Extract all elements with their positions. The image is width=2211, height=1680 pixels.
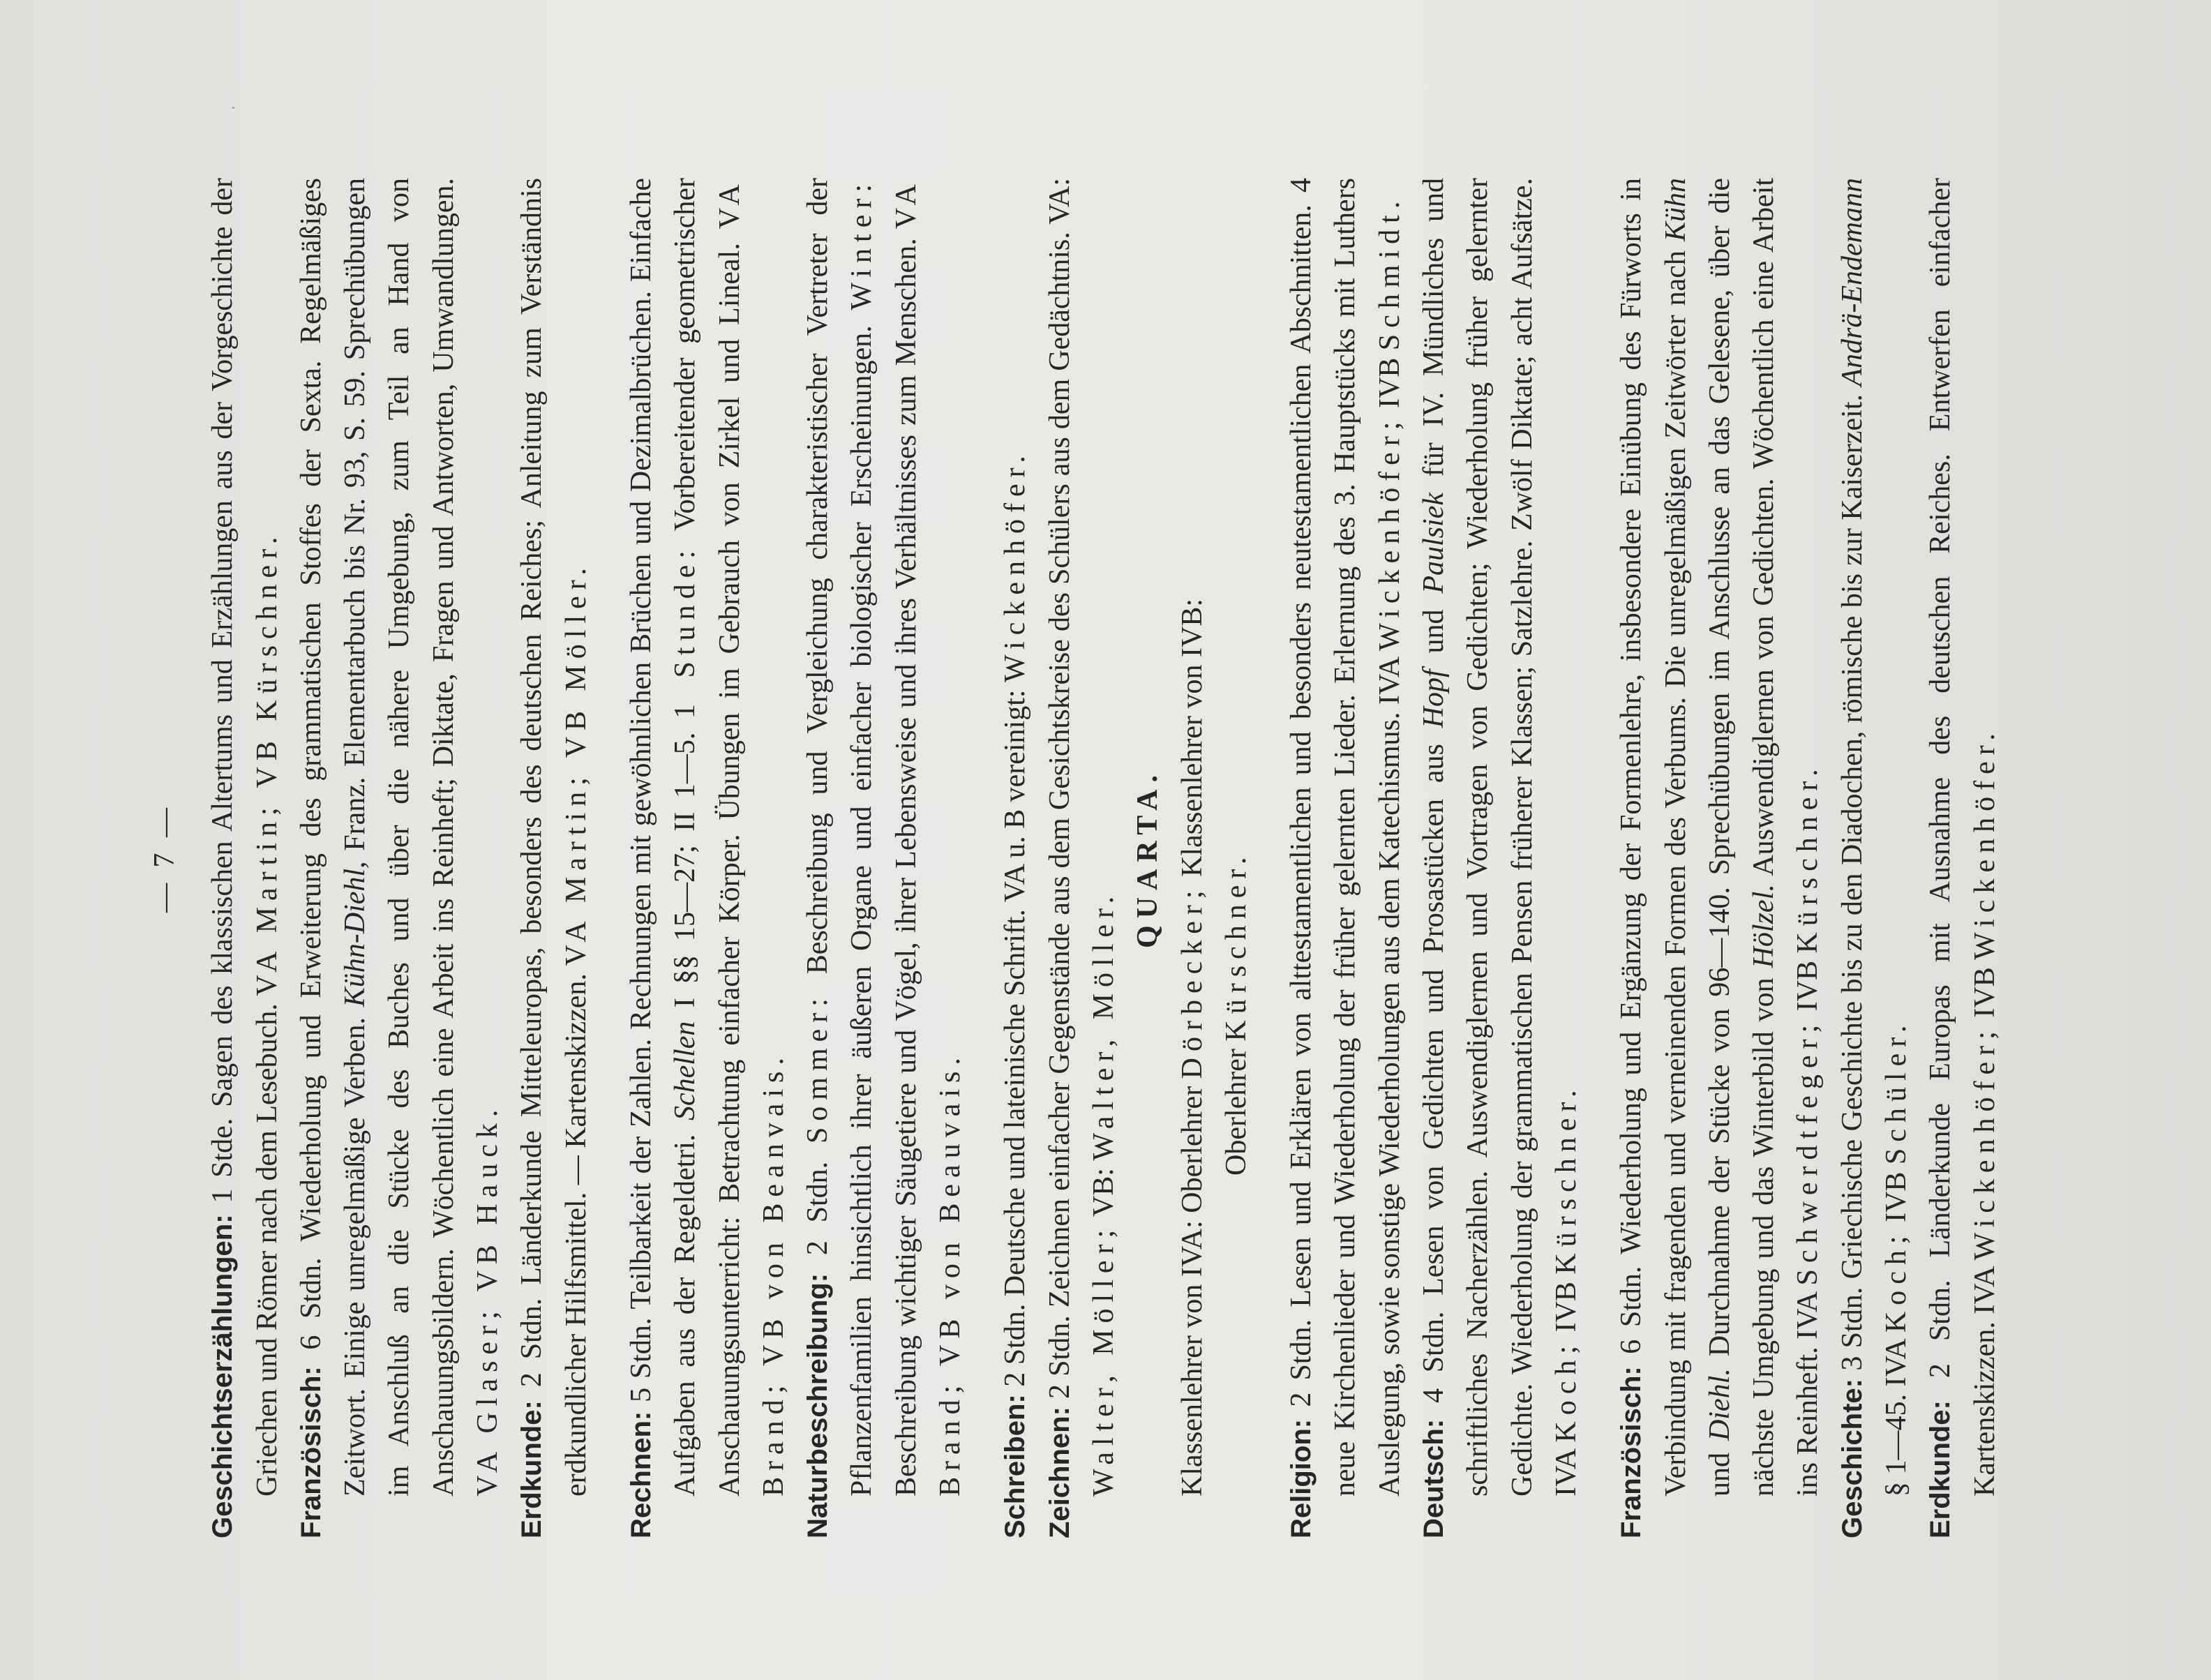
entry-text: 3 Stdn. Griechische Geschichte bis zu den Diadochen, römische bis zur Kaiserzeit. — [1836, 386, 1868, 1379]
entry-text: 2 Stdn. Deutsche und lateinische Schrift. VA u. B vereinigt: — [999, 682, 1032, 1395]
teacher-names: Walter, Möller; — [1087, 1223, 1120, 1497]
teacher-names: Sommer: — [802, 992, 834, 1144]
entry-text: Vorbereitender geometrischer Anschauungsunterricht: Betrachtung einfacher Körper. Übungen im Gebrauch von Zirkel und Lineal. — [669, 178, 746, 1497]
subject-heading: Rechnen: — [625, 1411, 657, 1538]
teacher-names: 1 Stunde: — [669, 544, 702, 719]
book-title-italic: Andrä-Endemann — [1836, 178, 1868, 387]
teacher-names: VA Martin; VB Möller. — [560, 562, 592, 966]
book-title-italic: Schellen — [669, 1021, 702, 1120]
entry-text: IVB — [1880, 1164, 1912, 1230]
teacher-names: Winter: — [846, 178, 878, 310]
entry-text: IVB — [1550, 1274, 1582, 1340]
entry-text: I §§ 15—27; II 1—5. — [669, 719, 702, 1021]
sexta-section — [201, 178, 1126, 1538]
spacer — [1259, 178, 1280, 1538]
subject-heading: Erdkunde: — [516, 1400, 548, 1538]
subject-heading: Religion: — [1286, 1418, 1317, 1538]
entry-text: Durchnahme der Stücke von 96—140. Sprechübungen im Anschlusse an das Gelesene, über die nächste Umgebung und das Winterbild von — [1703, 177, 1781, 1497]
teacher-names: VA Glaser; VB Hauck. — [472, 1103, 504, 1497]
teacher-names: Schwerdtfeger; — [1792, 1018, 1824, 1286]
teacher-names: Wickenhöfer; — [1968, 1025, 2001, 1261]
teacher-names: Koch; — [1550, 1339, 1582, 1443]
spacer — [599, 178, 620, 1538]
entry-text: 5 Stdn. Teilbarkeit der Zahlen. Rechnungen mit gewöhnlichen Brüchen und Dezimalbrüchen. Einfache Aufgaben aus der Regeldetri. — [624, 178, 702, 1497]
entry-text: und — [1418, 593, 1451, 670]
subject-entry — [1919, 178, 2007, 1538]
class-heading-quarta: QUARTA. — [1132, 768, 1164, 948]
subject-heading: Deutsch: — [1418, 1418, 1450, 1538]
entry-text: IVB — [1373, 350, 1406, 416]
subject-entry — [620, 178, 796, 1538]
entry-text: 6 Stdn. Wiederholung und Erweiterung des grammatischen Stoffes der Sexta. Regelmäßiges Zeitwort. Einige unregelmäßige Verben. — [294, 178, 372, 1497]
teacher-names: VA Martin; VB Kürschner. — [250, 530, 283, 996]
teacher-names: Wickenhöfer; — [1373, 415, 1406, 651]
teacher-names: Walter, Möller. — [1087, 890, 1120, 1161]
subject-entry — [1038, 178, 1127, 1538]
subject-entry — [201, 178, 290, 1538]
teacher-names: Dörbecker; — [1176, 884, 1208, 1079]
teacher-names: Schüler. — [1880, 1019, 1912, 1165]
subject-heading: Zeichnen: — [1044, 1407, 1075, 1538]
teacher-names: Koch; — [1880, 1229, 1912, 1333]
subject-entry — [1412, 178, 1589, 1538]
book-title-italic: Kühn — [1659, 178, 1692, 242]
entry-text: 6 Stdn. Wiederholung und Ergänzung der Formenlehre, insbesondere Einübung des Fürworts in Verbindung mit fragenden und verneinenden Formen des Verbums. Die unregelmäßigen Zeitwörter nach — [1615, 178, 1692, 1497]
book-title-italic: Diehl. — [1703, 1368, 1736, 1441]
teacher-names: Schmidt. — [1373, 195, 1406, 351]
entry-text: 2 Stdn. Zeichnen einfacher Gegenstände aus dem Gesichtskreise des Schülers aus dem Gedächtnis. VA: — [1043, 178, 1076, 1407]
subject-entry — [796, 178, 973, 1538]
entry-text: § 1—45. IVA — [1880, 1333, 1912, 1497]
subject-heading: Naturbeschreibung: — [802, 1273, 834, 1538]
entry-text: und — [1703, 1441, 1736, 1497]
teacher-names: Kürschner. — [1220, 850, 1252, 1042]
entry-text: Beschreibung wichtiger Säugetiere und Vögel, ihrer Lebensweise und ihres Verhältnisses zum Menschen. — [890, 229, 922, 1497]
subject-heading: Erdkunde: — [1925, 1400, 1956, 1538]
subject-entry — [1610, 178, 1830, 1538]
entry-text: Klassenlehrer von IVA: Oberlehrer — [1176, 1079, 1208, 1497]
entry-text: VB: — [1087, 1160, 1120, 1224]
subject-entry — [510, 178, 599, 1538]
entry-text: 4 Stdn. Lesen von Gedichten und Prosastücken aus — [1418, 728, 1451, 1419]
subject-entry — [1280, 178, 1412, 1538]
book-title-italic: Kühn-Diehl, — [339, 861, 372, 1007]
teacher-names: VA Brand; VB von Beauvais. — [890, 178, 967, 1497]
subject-heading: Geschichtserzählungen: — [207, 1214, 239, 1538]
subject-entry — [1831, 178, 1919, 1538]
subject-entry — [290, 178, 510, 1538]
entry-text: 2 Stdn. Lesen und Erklären von alttestamentlichen und besonders neutestamentlichen Abschnitten. 4 neue Kirchenlieder und Wiederholung der früher gelernten Lieder. Erlernung des 3. Hauptstücks mit Luthers Auslegung, sowie sonstige Wiederholungen aus dem Katechismus. IVA — [1285, 178, 1406, 1497]
entry-text: 2 Stdn. — [802, 1143, 834, 1273]
class-teacher-line-continued — [1215, 178, 1259, 1538]
class-teacher-line — [1171, 178, 1215, 1538]
entry-text: Klassenlehrer von IVB: — [1176, 599, 1208, 885]
teacher-names: VA Brand; VB von Beanvais. — [713, 178, 790, 1497]
subject-heading: Französisch: — [295, 1366, 327, 1538]
entry-text: Oberlehrer — [1220, 1041, 1252, 1176]
spacer — [1589, 178, 1610, 1538]
entry-text: Beschreibung und Vergleichung charakteristischer Vertreter der Pflanzenfamilien hinsichtlich ihrer äußeren Organe und einfacher biologischer Erscheinungen. — [802, 178, 878, 1497]
quarta-section — [1280, 178, 2007, 1538]
entry-text: IVB — [1968, 959, 2001, 1026]
entry-text: 2 Stdn. Länderkunde Mitteleuropas, besonders des deutschen Reiches; Anleitung zum Verständnis erdkundlicher Hilfsmittel. — Kartenskizzen. — [516, 178, 592, 1497]
spacer — [973, 178, 994, 1538]
scan-dust-mark: · — [230, 98, 237, 118]
entry-text: für IV. Mündliches und schriftliches Nacherzählen. Auswendiglernen und Vortragen von Gedichten; Wiederholung früher gelernter Gedichte. Wiederholung der grammatischen Pensen früherer Klassen; Satzlehre. Zwölf Diktate; acht Aufsätze. IVA — [1418, 178, 1582, 1497]
subject-heading: Französisch: — [1616, 1366, 1647, 1538]
entry-text: 2 Stdn. Länderkunde Europas mit Ausnahme des deutschen Reiches. Entwerfen einfacher Kartenskizzen. IVA — [1924, 178, 2001, 1497]
subject-entry — [994, 178, 1037, 1538]
teacher-names: Wickenhöfer. — [1968, 727, 2001, 960]
entry-text: IVB — [1792, 953, 1824, 1019]
entry-text: Franz. Elementarbuch bis Nr. 93, S. 59. Sprechübungen im Anschluß an die Stücke des Buches und über die nähere Umgebung, zum Teil an Hand von Anschauungsbildern. Wöchentlich eine Arbeit ins Reinheft; Diktate, Fragen und Antworten, Umwandlungen. — [339, 178, 460, 1497]
teacher-names: Kürschner. — [1792, 763, 1824, 954]
book-title-italic: Paulsiek — [1418, 493, 1451, 594]
page-number: — 7 — — [149, 804, 181, 913]
book-title-italic: Hölzel. — [1748, 884, 1781, 968]
subject-heading: Geschichte: — [1836, 1379, 1868, 1538]
book-title-italic: Hopf — [1418, 669, 1451, 728]
subject-heading: Schreiben: — [1000, 1394, 1031, 1538]
rotated-text-block — [149, 177, 2001, 1538]
entry-text: 1 Stde. Sagen des klassischen Altertums und Erzählungen aus der Vorgeschichte der Griechen und Römer nach dem Lesebuch. — [207, 178, 283, 1497]
entry-text: Auswendiglernen von Gedichten. Wöchentlich eine Arbeit ins Reinheft. IVA — [1748, 177, 1824, 1497]
teacher-names: Kürschner. — [1550, 1083, 1582, 1275]
teacher-names: Wickenhöfer. — [999, 449, 1032, 682]
